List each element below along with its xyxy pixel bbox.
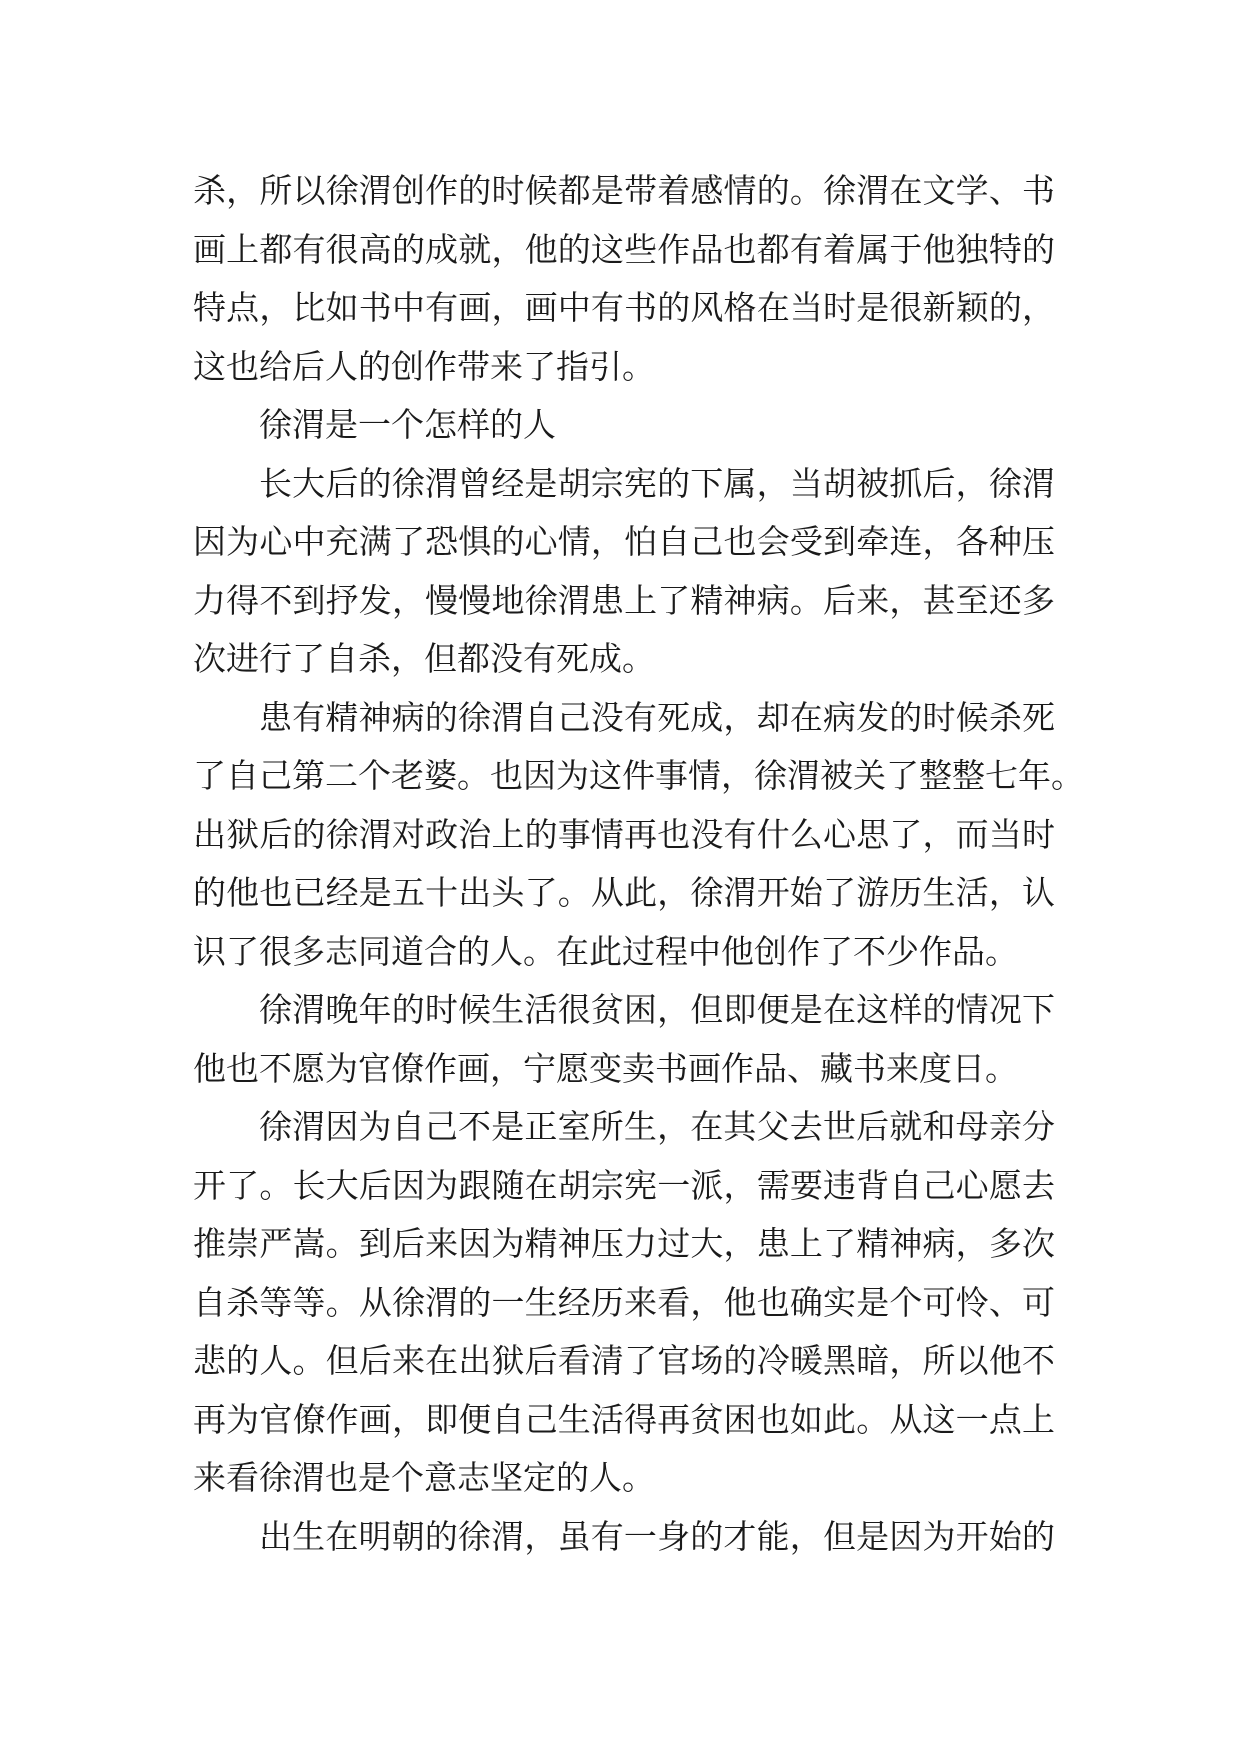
text-line: 开了。长大后因为跟随在胡宗宪一派，需要违背自己心愿去 (193, 1165, 1055, 1205)
text-line: 杀，所以徐渭创作的时候都是带着感情的。徐渭在文学、书 (193, 171, 1055, 210)
text-line: 特点，比如书中有画，画中有书的风格在当时是很新颖的， (193, 288, 1055, 327)
text-line: 因为心中充满了恐惧的心情，怕自己也会受到牵连，各种压 (193, 522, 1055, 561)
text-line: 出生在明朝的徐渭，虽有一身的才能，但是因为开始的 (259, 1516, 1055, 1556)
text-line: 自杀等等。从徐渭的一生经历来看，他也确实是个可怜、可 (193, 1282, 1055, 1322)
text-line: 出狱后的徐渭对政治上的事情再也没有什么心思了，而当时 (193, 814, 1055, 854)
text-line: 再为官僚作画，即便自己生活得再贫困也如此。从这一点上 (193, 1399, 1055, 1439)
text-line: 悲的人。但后来在出狱后看清了官场的冷暖黑暗，所以他不 (193, 1341, 1055, 1380)
text-line: 徐渭因为自己不是正室所生，在其父去世后就和母亲分 (259, 1107, 1055, 1146)
text-line: 患有精神病的徐渭自己没有死成，却在病发的时候杀死 (259, 697, 1055, 737)
text-line: 来看徐渭也是个意志坚定的人。 (193, 1458, 655, 1497)
text-line: 识了很多志同道合的人。在此过程中他创作了不少作品。 (193, 931, 1018, 971)
text-line: 长大后的徐渭曾经是胡宗宪的下属，当胡被抓后，徐渭 (259, 463, 1055, 503)
text-line: 他也不愿为官僚作画，宁愿变卖书画作品、藏书来度日。 (193, 1048, 1018, 1088)
text-line: 次进行了自杀，但都没有死成。 (193, 639, 655, 678)
body-text (193, 162, 1084, 1566)
text-line: 的他也已经是五十出头了。从此，徐渭开始了游历生活，认 (193, 873, 1055, 912)
text-line: 推崇严嵩。到后来因为精神压力过大，患上了精神病，多次 (193, 1224, 1055, 1263)
text-line: 力得不到抒发，慢慢地徐渭患上了精神病。后来，甚至还多 (193, 580, 1055, 620)
text-line: 这也给后人的创作带来了指引。 (193, 346, 655, 386)
text-line: 画上都有很高的成就，他的这些作品也都有着属于他独特的 (193, 229, 1055, 269)
text-line: 了自己第二个老婆。也因为这件事情，徐渭被关了整整七年。 (193, 756, 1084, 795)
text-line: 徐渭晚年的时候生活很贫困，但即便是在这样的情况下 (259, 990, 1055, 1029)
text-line: 徐渭是一个怎样的人 (259, 405, 556, 444)
